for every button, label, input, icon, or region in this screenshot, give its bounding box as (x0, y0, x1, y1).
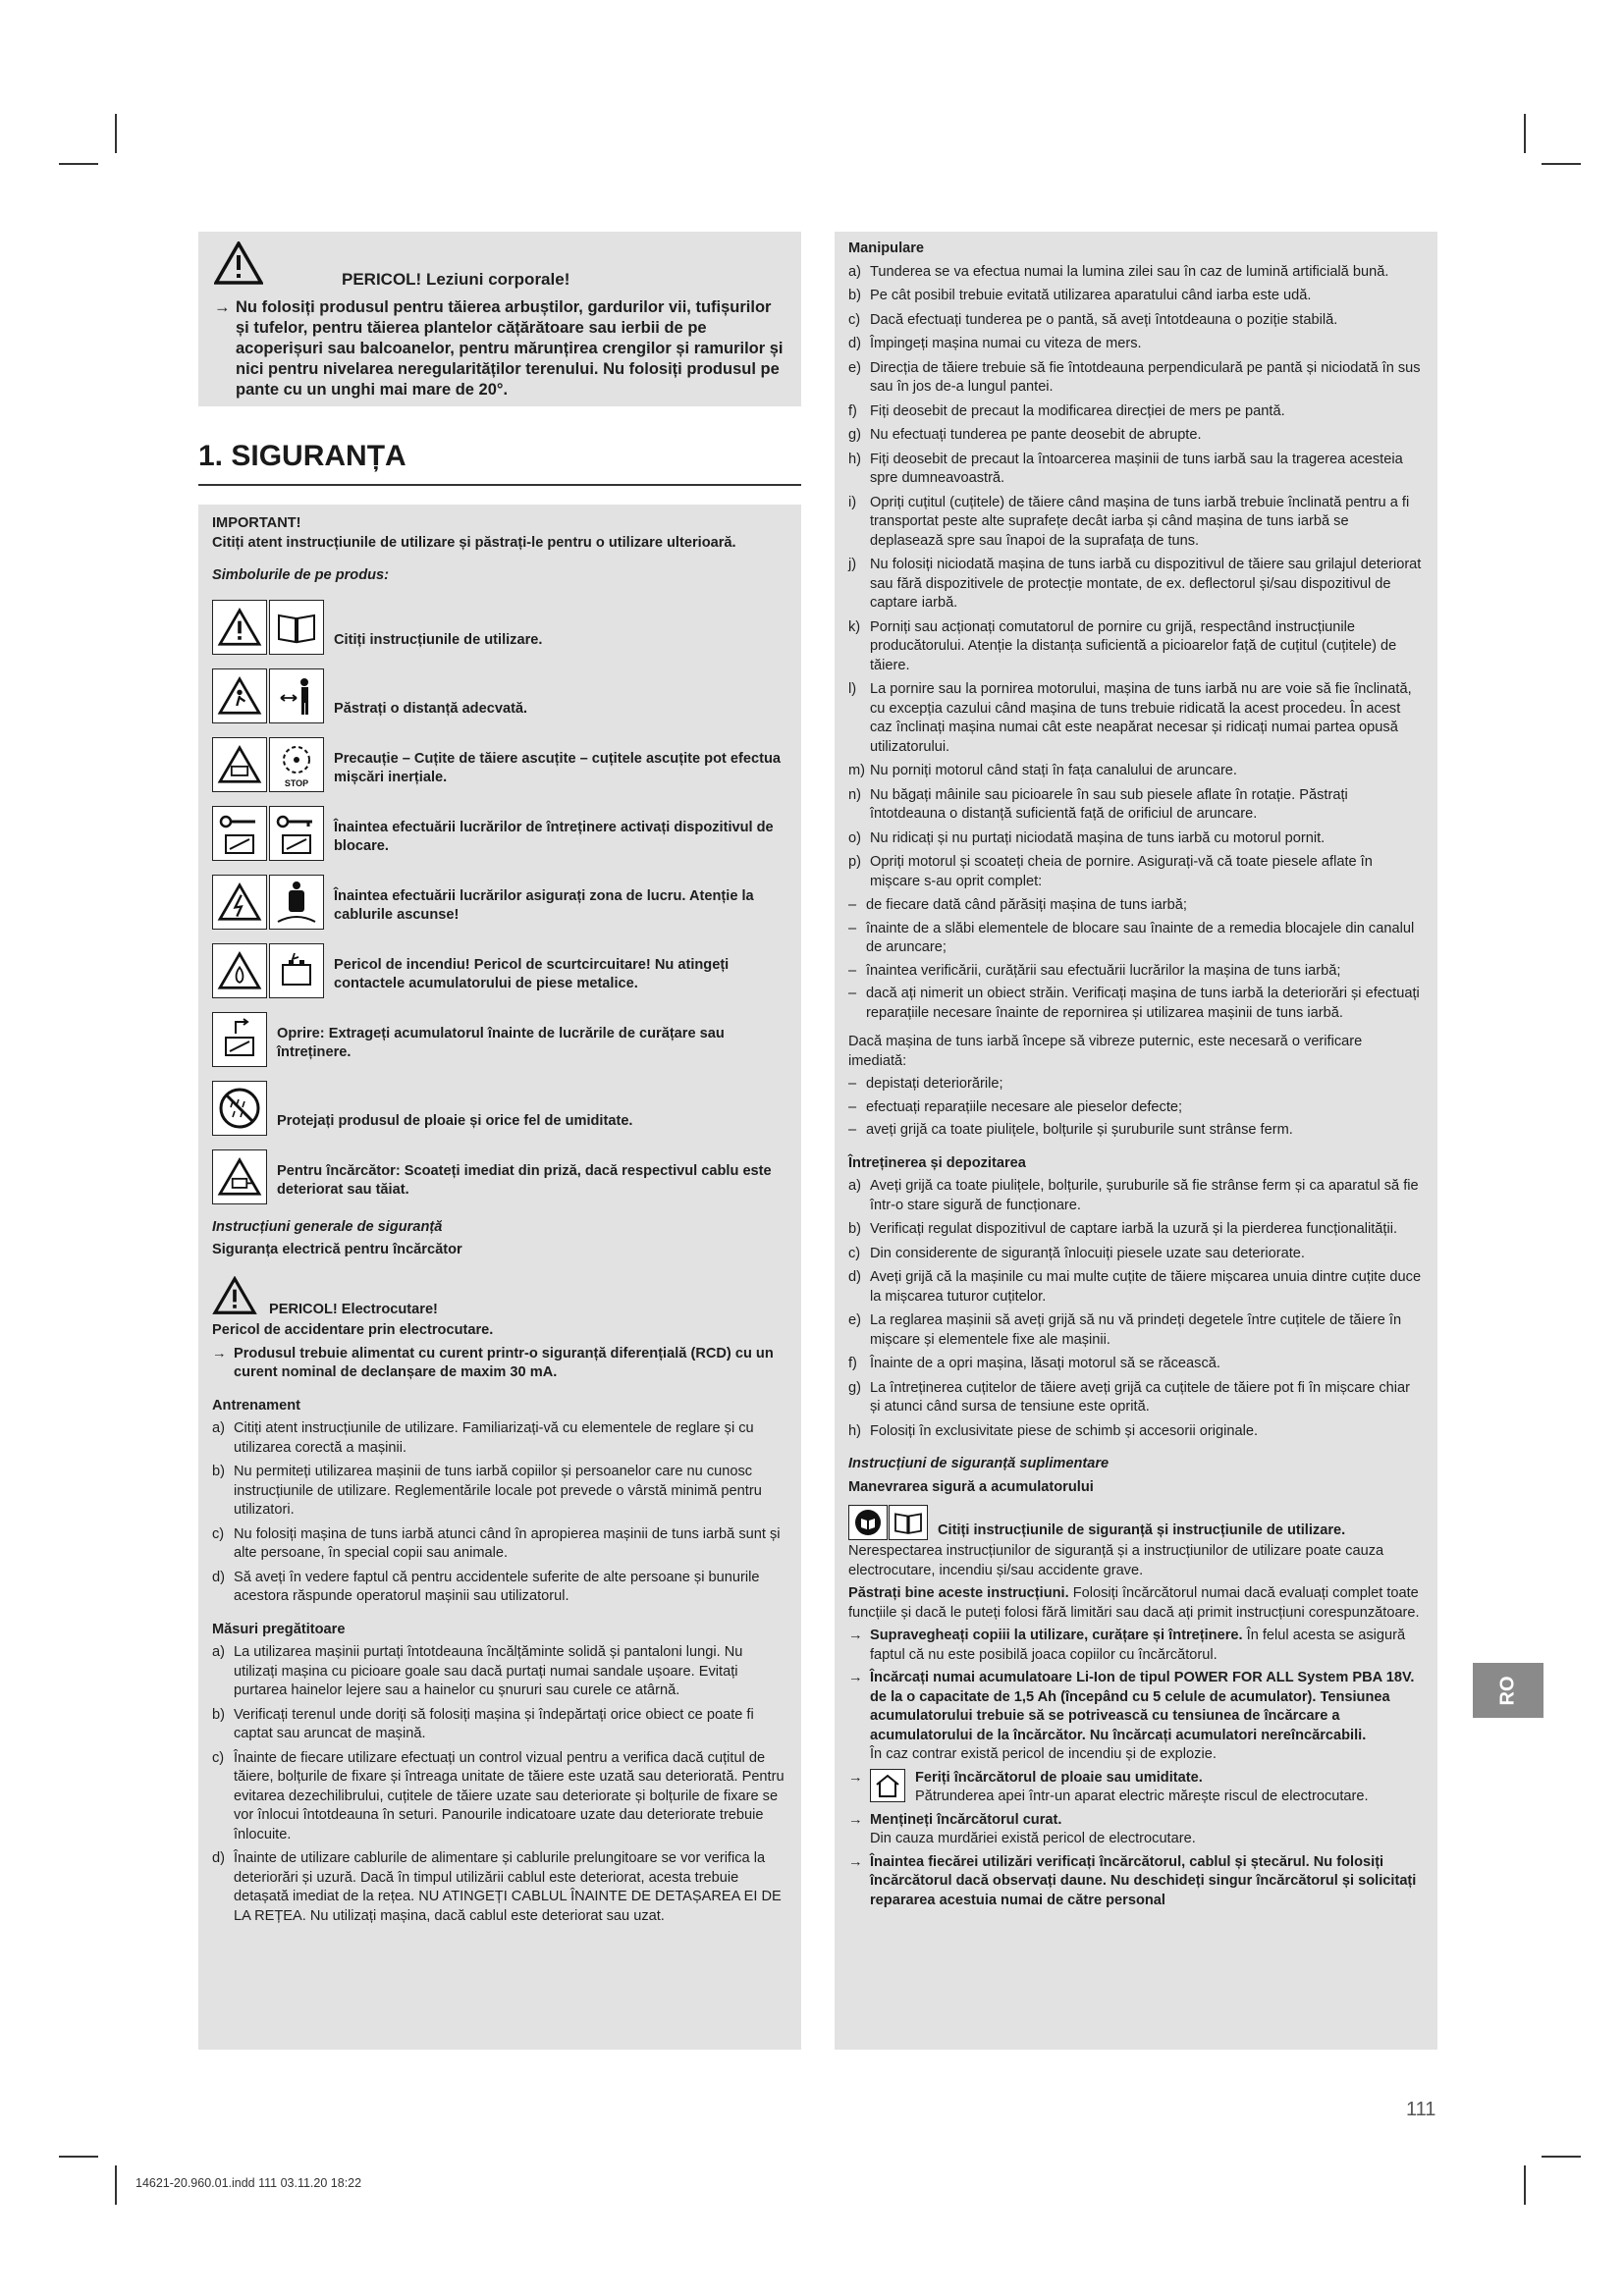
list-item: p) Opriți motorul și scoateți cheia de pornire. Asigurați-vă că toate piesele aflate în mișcare s-au oprit complet: (848, 854, 1373, 889)
crop-mark (59, 2156, 98, 2158)
symbol-sharp-blades (212, 729, 787, 792)
hand-blade-warning-icon (212, 737, 267, 792)
list-item: m) Nu porniți motorul când stați în fața canalului de aruncare. (848, 763, 1237, 778)
arrow-icon: → (214, 297, 231, 316)
list-item: e) Direcția de tăiere trebuie să fie întotdeauna perpendiculară pe pantă și niciodată în sus sau în jos de-a lungul pantei. (848, 359, 1421, 395)
symbol-text: Înaintea efectuării lucrărilor asigurați zona de lucru. Atenție la cablurile ascunse! (334, 887, 754, 923)
symbol-text: Înaintea efectuării lucrărilor de întreținere activați dispozitivul de blocare. (334, 819, 774, 854)
symbols-heading: Simbolurile de pe produs: (212, 567, 390, 583)
read-both-text: Citiți instrucțiunile de siguranță și instrucțiunile de utilizare. (938, 1522, 1346, 1538)
list-item: d) Înainte de utilizare cablurile de alimentare și cablurile prelungitoare se vor verifica la deteriorări și uzură. Dacă în timpul utilizării cablul este deteriorat, acesta trebuie detașată imediat de la rețea. NU ATINGEȚI CABLUL ÎNAINTE DE DETAȘAREA EI DE LA REȚEA. Nu utilizați mașina, dacă cablul este deteriorat sau uzat. (212, 1850, 782, 1924)
electro-subtitle: Pericol de accidentare prin electrocutare. (212, 1322, 494, 1338)
list-item: g) Nu efectuați tunderea pe pante deosebit de abrupte. (848, 427, 1202, 443)
electro-instruction: Produsul trebuie alimentat cu curent printr-o siguranță diferențială (RCD) cu un curent nominal de declanșare de maxim 30 mA. (234, 1345, 774, 1380)
prep-heading: Măsuri pregătitoare (212, 1621, 346, 1637)
symbol-stop-battery (212, 1004, 787, 1067)
person-distance-icon (269, 668, 324, 723)
list-item: d) Aveți grijă că la mașinile cu mai multe cuțite de tăiere mișcarea unuia dintre cuțite duce la mișcarea tuturor cuțitelor. (848, 1269, 1422, 1305)
list-item: k) Porniți sau acționați comutatorul de pornire cu grijă, respectând instrucțiunile producătorului. Atenție la distanța suficientă a picioarelor față de cuțitul (cuțitele) de tăiere. (848, 618, 1397, 673)
read-manual-circle-icon (848, 1505, 888, 1540)
electro-title: PERICOL! Electrocutare! (269, 1301, 438, 1317)
hidden-cable-icon (269, 875, 324, 930)
thrown-objects-icon (212, 668, 267, 723)
arrow-item: → Înaintea fiecărei utilizări verificați încărcătorul, cablul și ștecărul. Nu folosiți încărcătorul dacă observați daune. Nu deschideți singur încărcătorul și solicitați repararea acestuia numai de către personal (848, 1853, 1424, 1911)
symbol-text: Păstrați o distanță adecvată. (334, 701, 528, 717)
symbol-text: Oprire: Extrageți acumulatorul înainte de lucrările de curățare sau întreținere. (277, 1025, 725, 1060)
arrow-icon: → (848, 1670, 863, 1685)
symbol-protect-rain (212, 1073, 787, 1136)
list-item: c) Nu folosiți mașina de tuns iarbă atunci când în apropierea mașinii de tuns iarbă sunt și alte persoane, în special copii sau animale. (212, 1525, 781, 1561)
symbol-keep-distance (212, 661, 787, 723)
crop-mark (1542, 2156, 1581, 2158)
list-item: d) Să aveți în vedere faptul că pentru accidentele suferite de alte persoane și bunurile acestora răspunde operatorul mașinii sau utilizatorul. (212, 1569, 760, 1604)
language-tab: RO (1473, 1663, 1543, 1718)
symbol-read-manual (212, 592, 787, 655)
key-remove-icon (269, 806, 324, 861)
arrow-icon: → (848, 1811, 863, 1828)
maintenance-heading: Întreținerea și depozitarea (848, 1154, 1026, 1171)
symbol-text: Pentru încărcător: Scoateți imediat din priză, dacă respectivul cablu este deteriorat sau tăiat. (277, 1162, 772, 1198)
symbol-fire-hazard (212, 935, 787, 998)
list-item: a) Citiți atent instrucțiunile de utilizare. Familiarizați-vă cu elementele de reglare și cu utilizarea corectă a mașinii. (212, 1420, 754, 1456)
list-item: c) Din considerente de siguranță înlocuiți piesele uzate sau deteriorate. (848, 1245, 1305, 1261)
list-item: a) La utilizarea mașinii purtați întotdeauna încălțăminte solidă și pantaloni lungi. Nu utilizați mașina cu picioare goale sau dacă purtați numai sandale ușoare. Evitați purtarea hainelor lejere sau a hainelor cu șnururi sau curele ce atârnă. (212, 1644, 743, 1698)
section-title: 1. SIGURANȚA (198, 440, 406, 472)
house-icon (870, 1769, 905, 1802)
dash-item: – înainte de a slăbi elementele de blocare sau înainte de a remedia blocajele din canalul de aruncare; (848, 920, 1415, 955)
safety-right-column (835, 232, 1437, 2050)
general-heading: Instrucțiuni generale de siguranță (212, 1218, 443, 1235)
symbol-text: Precauție – Cuțite de tăiere ascuțite – cuțitele ascuțite pot efectua mișcări inerțiale. (334, 750, 781, 785)
arrow-icon: → (848, 1769, 863, 1786)
list-item: e) La reglarea mașinii să aveți grijă să nu vă prindeți degetele între cuțitele de tăiere în mișcare și elementele fixe ale mașinii. (848, 1312, 1402, 1348)
crop-mark (1524, 2165, 1526, 2205)
fire-warning-icon (212, 943, 267, 998)
list-item: b) Verificați terenul unde doriți să folosiți mașina și îndepărtați orice obiect ce poate fi captat sau aruncat de mașină. (212, 1706, 754, 1741)
warning-box (198, 232, 801, 406)
list-item: f) Fiți deosebit de precaut la modificarea direcției de mers pe pantă. (848, 402, 1285, 419)
arrow-item: → Încărcați numai acumulatoare Li-Ion de tipul POWER FOR ALL System PBA 18V. de la o capacitate de 1,5 Ah (începând cu 5 celule de acumulator). Tensiunea acumulatorului trebuie să se potrivească cu tensiunea de încărcare a acumulatorului de la încărcător. Nu încărcați acumulatori nereîncărcabili. În caz contrar există pericol de incendiu și de explozie. (848, 1669, 1424, 1765)
section-divider (198, 484, 801, 486)
list-item: g) La întreținerea cuțitelor de tăiere aveți grijă ca cuțitele de tăiere pot fi în mișcare chiar și atunci când sursa de tensiune este oprită. (848, 1379, 1410, 1415)
list-item: h) Fiți deosebit de precaut la întoarcerea mașinii de tuns iarbă sau la tragerea acesteia spre dumneavoastră. (848, 451, 1403, 486)
symbol-lock-maintenance (212, 798, 787, 861)
list-item: d) Împingeți mașina numai cu viteza de mers. (848, 336, 1142, 351)
arrow-item: → Feriți încărcătorul de ploaie sau umiditate. Pătrunderea apei într-un aparat electric mărește riscul de electrocutare. (848, 1769, 1424, 1807)
vibration-text: Dacă mașina de tuns iarbă începe să vibreze puternic, este necesară o verificare imediată: (848, 1034, 1363, 1069)
dash-item: – efectuați reparațiile necesare ale pieselor defecte; (848, 1098, 1183, 1115)
electric-hazard-icon (212, 875, 267, 930)
list-item: n) Nu băgați mâinile sau picioarele în sau sub piesele aflate în rotație. Păstrați întotdeauna o distanță suficientă față de orificiul de aruncare. (848, 786, 1348, 822)
list-item: h) Folosiți în exclusivitate piese de schimb și accesorii originale. (848, 1422, 1259, 1439)
manual-book-icon (269, 600, 324, 655)
arrow-item: → Mențineți încărcătorul curat. Din cauza murdăriei există pericol de electrocutare. (848, 1811, 1424, 1849)
warning-triangle-icon (212, 1276, 257, 1322)
list-item: a) Tunderea se va efectua numai la lumina zilei sau în caz de lumină artificială bună. (848, 263, 1389, 280)
list-item: f) Înainte de a opri mașina, lăsați motorul să se răcească. (848, 1356, 1220, 1371)
symbol-charger-cable (212, 1142, 787, 1204)
crop-mark (115, 2165, 117, 2205)
key-battery-icon (212, 806, 267, 861)
symbol-work-area (212, 867, 787, 930)
dash-item: – depistați deteriorările; (848, 1076, 1003, 1092)
arrow-icon: → (848, 1628, 863, 1643)
keep-instructions: Păstrați bine aceste instrucțiuni. Folosiți încărcătorul numai dacă evaluați complet toate funcțiile și dacă le puteți folosi fără limitări sau dacă ați primit instrucțiuni corespunzătoare. (848, 1585, 1420, 1621)
list-item: a) Aveți grijă ca toate piulițele, bolțurile, șuruburile să fie strânse ferm și ca aparatul să fie într-o stare sigură de funcționare. (848, 1178, 1419, 1213)
list-item: b) Pe cât posibil trebuie evitată utilizarea aparatului când iarba este udă. (848, 288, 1312, 303)
symbol-text: Citiți instrucțiunile de utilizare. (334, 632, 543, 648)
warning-triangle-icon (214, 241, 263, 292)
page-number: 111 (1406, 2099, 1436, 2120)
list-item: o) Nu ridicați și nu purtați niciodată mașina de tuns iarbă cu motorul pornit. (848, 829, 1326, 846)
handling-heading: Manipulare (848, 240, 925, 256)
arrow-item: → Supravegheați copiii la utilizare, curățare și întreținere. În felul acesta se asigură faptul că nu este posibilă joaca copiilor cu încărcătorul. (848, 1627, 1424, 1665)
important-text: Citiți atent instrucțiunile de utilizare și păstrați-le pentru o utilizare ulterioară. (212, 534, 736, 551)
warning-title: PERICOL! Leziuni corporale! (342, 270, 570, 289)
extra-heading: Instrucțiuni de siguranță suplimentare (848, 1456, 1110, 1471)
manual-book-icon (889, 1505, 928, 1540)
battery-heading: Manevrarea sigură a acumulatorului (848, 1478, 1094, 1495)
dash-item: – aveți grijă ca toate piulițele, bolțurile și șuruburile sunt strânse ferm. (848, 1122, 1293, 1138)
noncompliance-text: Nerespectarea instrucțiunilor de siguranță și a instrucțiunilor de utilizare poate cauza electrocutare, incendiu și/sau accidente grave. (848, 1543, 1384, 1578)
dash-item: – de fiecare dată când părăsiți mașina de tuns iarbă; (848, 897, 1187, 913)
list-item: i) Opriți cuțitul (cuțitele) de tăiere când mașina de tuns iarbă trebuie înclinată pentru a fi transportat peste alte suprafețe decât iarba și când mașina de tuns iarbă se deplasează spre sau înapoi de la suprafața de tuns. (848, 494, 1410, 549)
warning-triangle-icon (212, 600, 267, 655)
arrow-icon: → (212, 1345, 227, 1362)
crop-mark (1524, 114, 1526, 153)
crop-mark (115, 114, 117, 153)
crop-mark (1542, 163, 1581, 165)
crop-mark (59, 163, 98, 165)
safety-left-column (198, 505, 801, 2050)
symbol-text: Pericol de incendiu! Pericol de scurtcircuitare! Nu atingeți contactele acumulatorului de piese metalice. (334, 956, 730, 991)
list-item: b) Nu permiteți utilizarea mașinii de tuns iarbă copiilor și persoanelor care nu cunosc instrucțiunile de utilizare. Reglementările locale pot prevede o vârstă minimă pentru utilizatori. (212, 1464, 762, 1518)
battery-contacts-icon (269, 943, 324, 998)
list-item: c) Înainte de fiecare utilizare efectuați un control vizual pentru a verifica dacă cuțitul de tăiere, bolțurile de fixare și întreaga unitate de tăiere este uzată sau deteriorată. Pentru evitarea dezechilibrului, cuțitele de tăiere uzate sau deteriorate și bolțurile de fixare se vor înlocui întotdeauna în seturi. Panourile indicatoare uzate dau deteriorate trebuie înlocuite. (212, 1749, 785, 1842)
dash-item: – înaintea verificării, curățării sau efectuării lucrărilor la mașina de tuns iarbă; (848, 962, 1341, 979)
stop-label: STOP (284, 777, 309, 788)
training-heading: Antrenament (212, 1397, 301, 1414)
print-footer: 14621-20.960.01.indd 111 03.11.20 18:22 (135, 2176, 362, 2190)
symbol-text: Protejați produsul de ploaie și orice fel de umiditate. (277, 1113, 633, 1129)
blade-stop-icon (269, 737, 324, 792)
arrow-icon: → (848, 1853, 863, 1870)
remove-battery-icon (212, 1012, 267, 1067)
list-item: l) La pornire sau la pornirea motorului, mașina de tuns iarbă nu are voie să fie înclinată, cu excepția cazului când mașina de tuns trebuie ridicată la acest procedeu. În acest caz înclinați mașina numai cât este neapărat necesar și ridicați numai partea opusă utilizatorului. (848, 681, 1412, 755)
list-item: j) Nu folosiți niciodată mașina de tuns iarbă cu dispozitivul de tăiere sau grilajul deteriorat sau fără dispozitivele de protecție montate, de ex. deflectorul și/sau dispozitivul de captare iarbă. (848, 557, 1422, 611)
charger-warning-icon (212, 1149, 267, 1204)
important-label: IMPORTANT! (212, 515, 301, 531)
list-item: b) Verificați regulat dispozitivul de captare iarbă la uzură și la pierderea funcționalității. (848, 1221, 1398, 1237)
no-rain-icon (212, 1081, 267, 1136)
electric-heading: Siguranța electrică pentru încărcător (212, 1242, 462, 1257)
dash-item: – dacă ați nimerit un obiect străin. Verificați mașina de tuns iarbă la deteriorări și efectuați reparațiile necesare înainte de repornirea și utilizarea mașinii de tuns iarbă. (848, 986, 1420, 1021)
warning-text: Nu folosiți produsul pentru tăierea arbuștilor, gardurilor vii, tufișurilor și tufelor, pentru tăierea plantelor cățărătoare sau ierbii de pe acoperișuri sau balcoanelor, pentru mărunțirea crengilor și ramurilor și nici pentru nivelarea neregularităților terenului. Nu folosiți produsul pe pante cu un unghi mai mare de 20°. (236, 297, 784, 399)
list-item: c) Dacă efectuați tunderea pe o pantă, să aveți întotdeauna o poziție stabilă. (848, 311, 1338, 328)
